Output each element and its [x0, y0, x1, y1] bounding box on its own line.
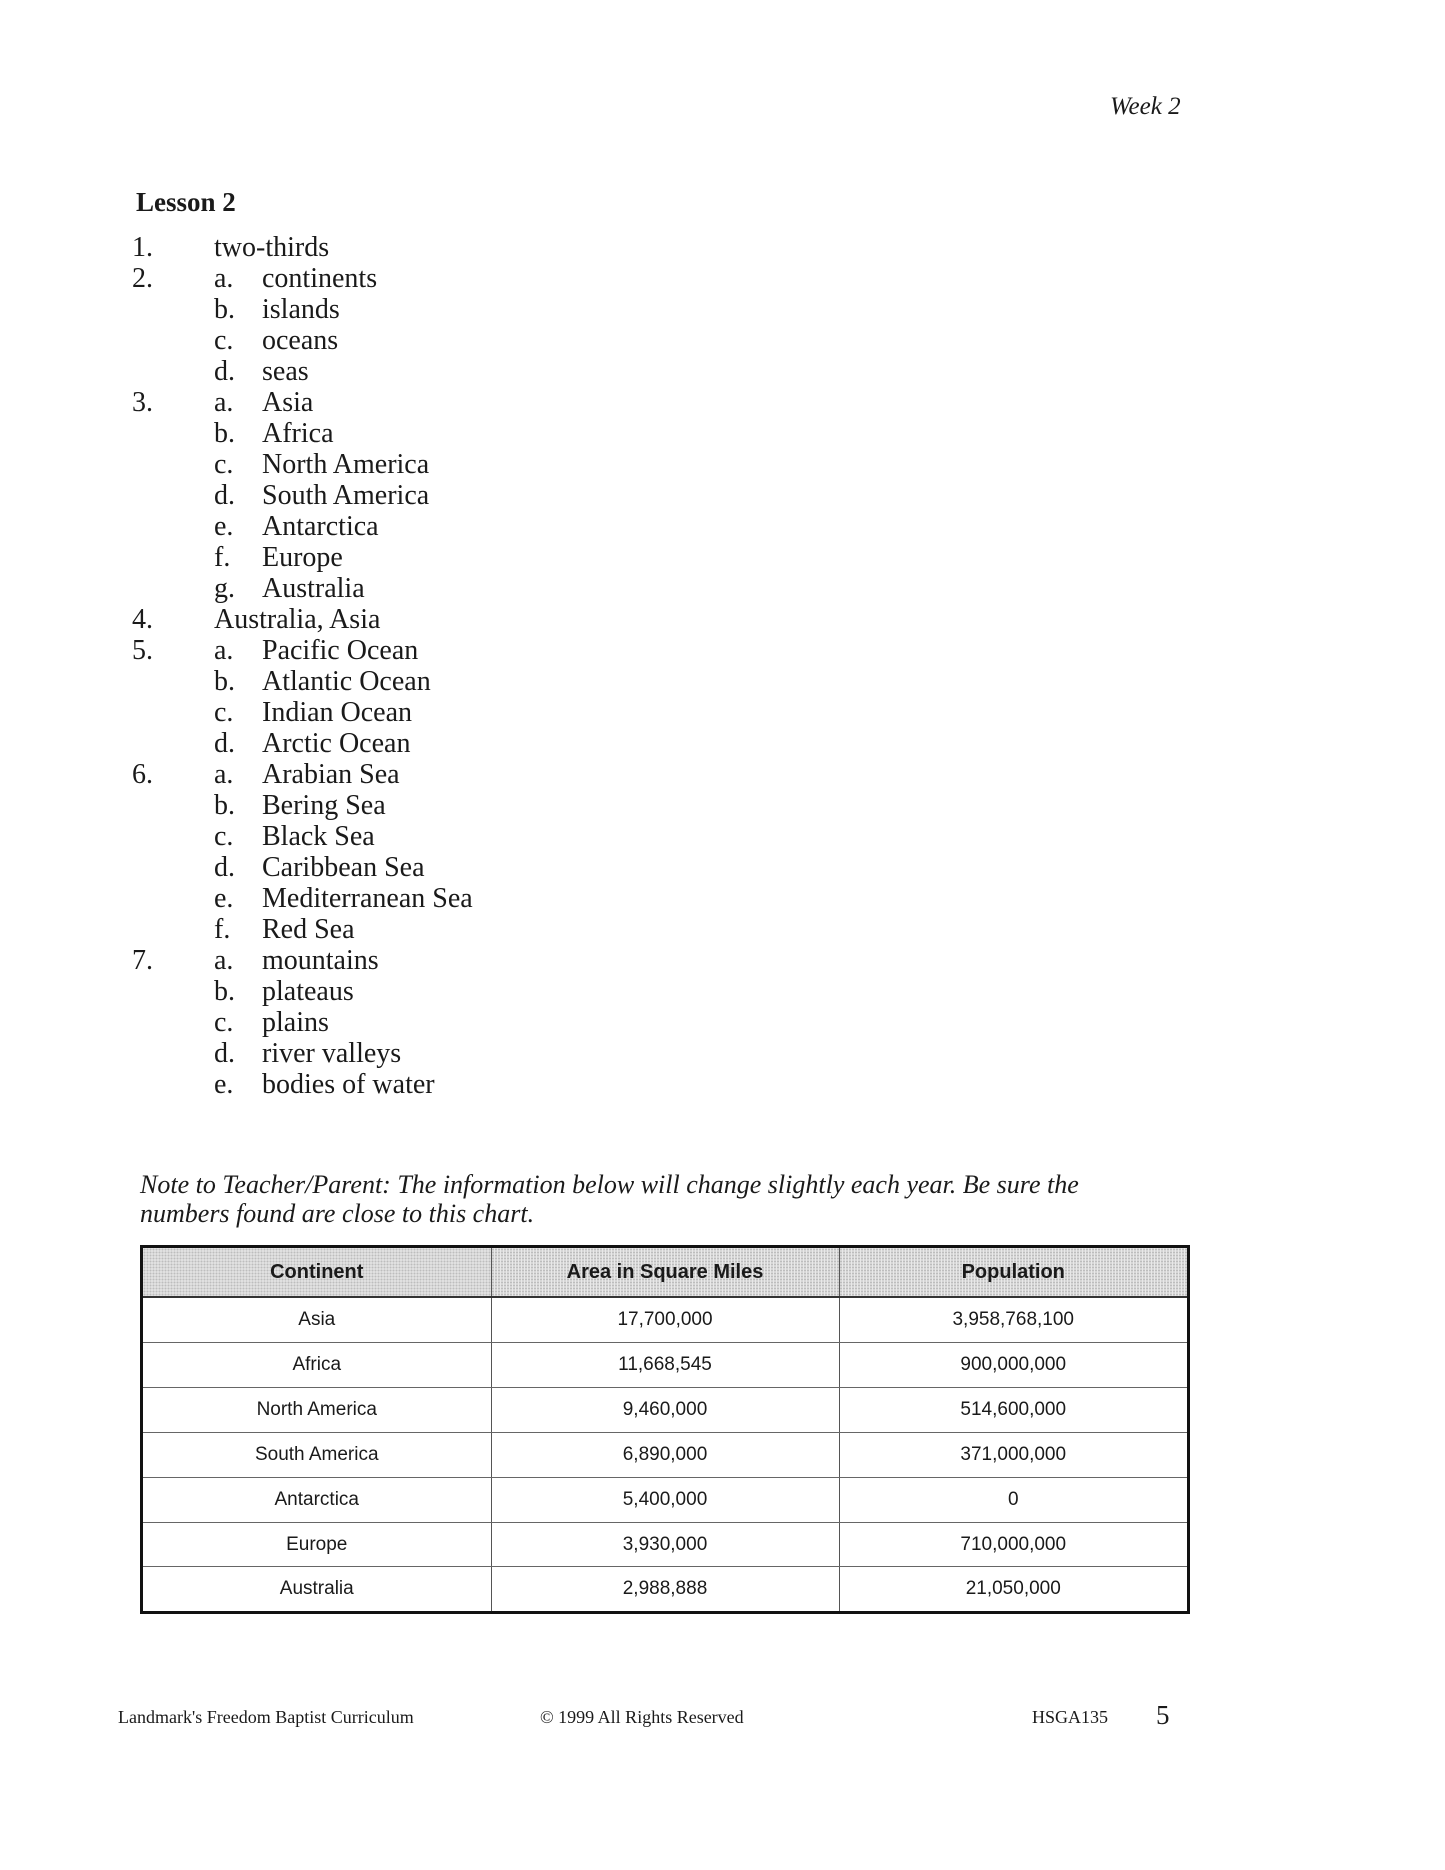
- answer-text: Pacific Ocean: [262, 635, 419, 666]
- answer-text: South America: [262, 480, 430, 511]
- answer-letter: e.: [214, 883, 234, 914]
- answer-text: Asia: [262, 387, 314, 418]
- answer-text: Australia, Asia: [214, 604, 381, 635]
- answer-text: Arabian Sea: [262, 759, 400, 790]
- answer-number: 4.: [132, 604, 153, 635]
- cell-area: 3,930,000: [491, 1522, 839, 1567]
- answer-text: Red Sea: [262, 914, 355, 945]
- cell-population: 710,000,000: [839, 1522, 1187, 1567]
- answer-text: Antarctica: [262, 511, 379, 542]
- answer-letter: a.: [214, 945, 234, 976]
- answer-letter: b.: [214, 790, 235, 821]
- answer-text: Africa: [262, 418, 334, 449]
- answer-text: Black Sea: [262, 821, 375, 852]
- answer-text: mountains: [262, 945, 379, 976]
- table-row: [143, 1477, 1187, 1522]
- cell-area: 9,460,000: [491, 1388, 839, 1433]
- cell-continent: South America: [143, 1432, 491, 1477]
- answer-letter: e.: [214, 511, 234, 542]
- answer-text: Indian Ocean: [262, 697, 413, 728]
- cell-area: 6,890,000: [491, 1432, 839, 1477]
- answer-letter: d.: [214, 480, 235, 511]
- answer-letter: b.: [214, 294, 235, 325]
- answer-letter: d.: [214, 852, 235, 883]
- answer-letter: d.: [214, 356, 235, 387]
- answer-letter: b.: [214, 666, 235, 697]
- answer-text: bodies of water: [262, 1069, 435, 1100]
- answer-letter: c.: [214, 449, 234, 480]
- answer-letter: g.: [214, 573, 235, 604]
- answer-letter: e.: [214, 1069, 234, 1100]
- answer-text: Europe: [262, 542, 343, 573]
- answer-letter: d.: [214, 728, 235, 759]
- cell-population: 514,600,000: [839, 1388, 1187, 1433]
- cell-area: 2,988,888: [491, 1567, 839, 1611]
- answer-letter: a.: [214, 263, 234, 294]
- answer-text: two-thirds: [214, 232, 330, 263]
- table-row: [143, 1522, 1187, 1567]
- teacher-note: Note to Teacher/Parent: The information below will change slightly each year. Be sure the numbers found are close to this chart.: [140, 1170, 1079, 1228]
- answer-number: 1.: [132, 232, 153, 263]
- cell-population: 371,000,000: [839, 1432, 1187, 1477]
- answer-letter: c.: [214, 1007, 234, 1038]
- lesson-title: Lesson 2: [136, 187, 236, 217]
- answer-text: Australia: [262, 573, 365, 604]
- answer-number: 6.: [132, 759, 153, 790]
- table-header-row: [143, 1248, 1187, 1297]
- answer-letter: c.: [214, 821, 234, 852]
- answer-text: seas: [262, 356, 309, 387]
- cell-continent: Asia: [143, 1297, 491, 1343]
- cell-area: 17,700,000: [491, 1297, 839, 1343]
- table-row: [143, 1343, 1187, 1388]
- table-row: [143, 1432, 1187, 1477]
- answer-letter: f.: [214, 914, 231, 945]
- continent-table: [140, 1245, 1190, 1614]
- column-header-population: Population: [839, 1248, 1187, 1297]
- answer-number: 7.: [132, 945, 153, 976]
- footer-copyright: © 1999 All Rights Reserved: [540, 1707, 744, 1727]
- column-header-area: Area in Square Miles: [491, 1248, 839, 1297]
- answer-text: North America: [262, 449, 430, 480]
- answer-letter: d.: [214, 1038, 235, 1069]
- answer-text: plateaus: [262, 976, 354, 1007]
- answer-text: river valleys: [262, 1038, 402, 1069]
- column-header-continent: Continent: [143, 1248, 491, 1297]
- cell-area: 11,668,545: [491, 1343, 839, 1388]
- cell-area: 5,400,000: [491, 1477, 839, 1522]
- answer-text: Atlantic Ocean: [262, 666, 431, 697]
- cell-population: 21,050,000: [965, 1578, 1061, 1600]
- cell-continent: Antarctica: [143, 1477, 491, 1522]
- answer-letter: b.: [214, 418, 235, 449]
- cell-population: 900,000,000: [839, 1343, 1187, 1388]
- cell-population: 3,958,768,100: [839, 1297, 1187, 1343]
- cell-continent: Australia: [143, 1567, 491, 1611]
- answer-letter: b.: [214, 976, 235, 1007]
- answer-text: continents: [262, 263, 378, 294]
- answer-letter: c.: [214, 325, 234, 356]
- answer-number: 2.: [132, 263, 153, 294]
- cell-continent: Europe: [143, 1522, 491, 1567]
- answer-letter: a.: [214, 387, 234, 418]
- answer-text: Mediterranean Sea: [262, 883, 473, 914]
- cell-continent: North America: [143, 1388, 491, 1433]
- cell-continent: Africa: [143, 1343, 491, 1388]
- answer-letter: a.: [214, 759, 234, 790]
- answer-number: 3.: [132, 387, 153, 418]
- answer-text: Bering Sea: [262, 790, 386, 821]
- answer-text: Arctic Ocean: [262, 728, 411, 759]
- answer-text: Caribbean Sea: [262, 852, 425, 883]
- answer-number: 5.: [132, 635, 153, 666]
- footer-curriculum: Landmark's Freedom Baptist Curriculum: [118, 1707, 414, 1727]
- table-row: [143, 1297, 1187, 1343]
- answer-text: oceans: [262, 325, 339, 356]
- answer-text: islands: [262, 294, 340, 325]
- table-row: [143, 1567, 1187, 1611]
- cell-population: 0: [839, 1477, 1187, 1522]
- footer-code: HSGA135: [1032, 1707, 1109, 1727]
- table-row: [143, 1388, 1187, 1433]
- answer-text: plains: [262, 1007, 329, 1038]
- answer-letter: c.: [214, 697, 234, 728]
- answer-letter: f.: [214, 542, 231, 573]
- week-label: Week 2: [1110, 93, 1181, 120]
- answer-letter: a.: [214, 635, 234, 666]
- page-number: 5: [1156, 1700, 1170, 1730]
